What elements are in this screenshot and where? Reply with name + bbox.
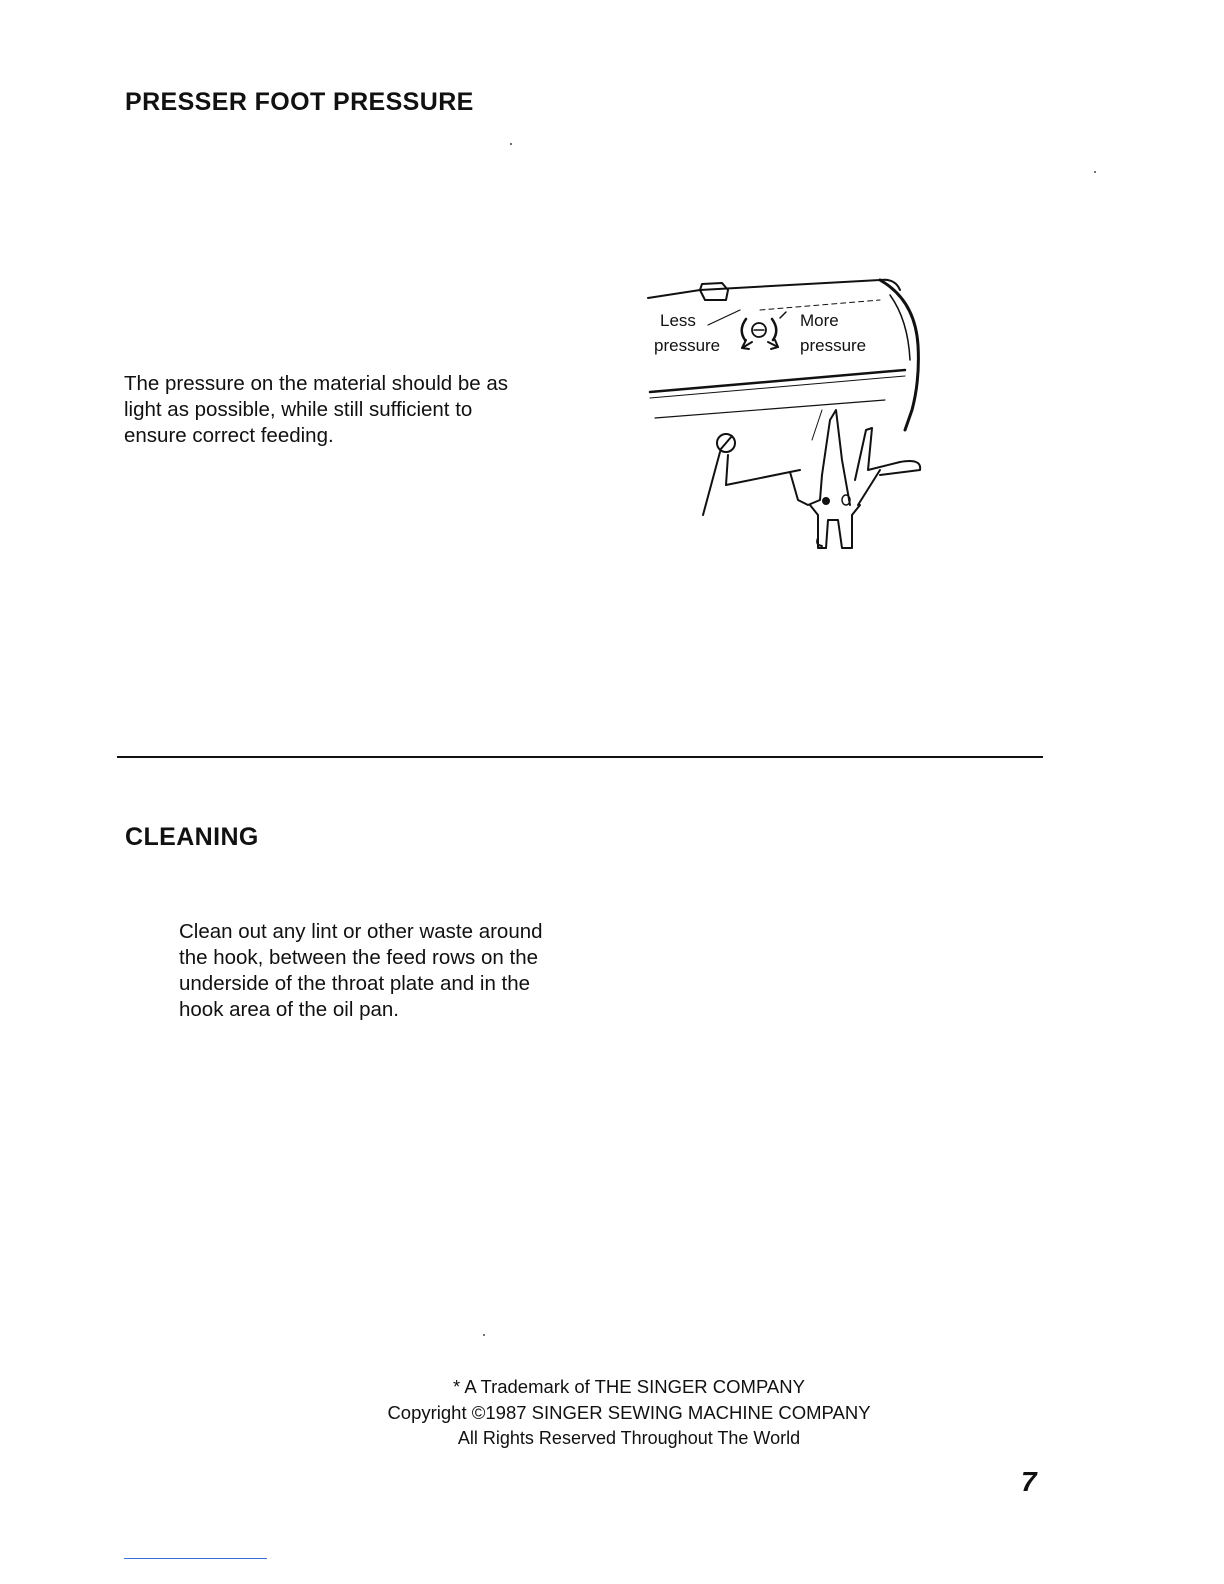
page-number: 7 [1021, 1466, 1037, 1497]
less-label-line1: Less [660, 311, 696, 330]
presser-foot-pressure-paragraph: The pressure on the material should be as light as possible, while still sufficient to ensure correct feeding. [124, 372, 509, 447]
cleaning-paragraph: Clean out any lint or other waste around the hook, between the feed rows on the underside of the throat plate and in the hook area of the oil pan. [179, 920, 543, 1021]
more-label-line1: More [800, 311, 839, 330]
section-divider [117, 756, 1043, 758]
section-heading-presser-foot-pressure: PRESSER FOOT PRESSURE [125, 88, 474, 116]
trademark-notice: * A Trademark of THE SINGER COMPANY [453, 1376, 805, 1397]
presser-foot-pressure-illustration [640, 270, 930, 560]
rights-notice: All Rights Reserved Throughout The World [457, 1428, 801, 1448]
more-label-line2: pressure [800, 336, 867, 355]
copyright-notice: Copyright ©1987 SINGER SEWING MACHINE COMPANY [387, 1402, 871, 1423]
footnote-rule [124, 1558, 267, 1559]
scan-speck [510, 143, 512, 145]
scan-speck [483, 1334, 485, 1336]
scan-speck [1094, 171, 1096, 173]
section-heading-cleaning: CLEANING [125, 823, 259, 851]
less-label-line2: pressure [654, 336, 721, 355]
